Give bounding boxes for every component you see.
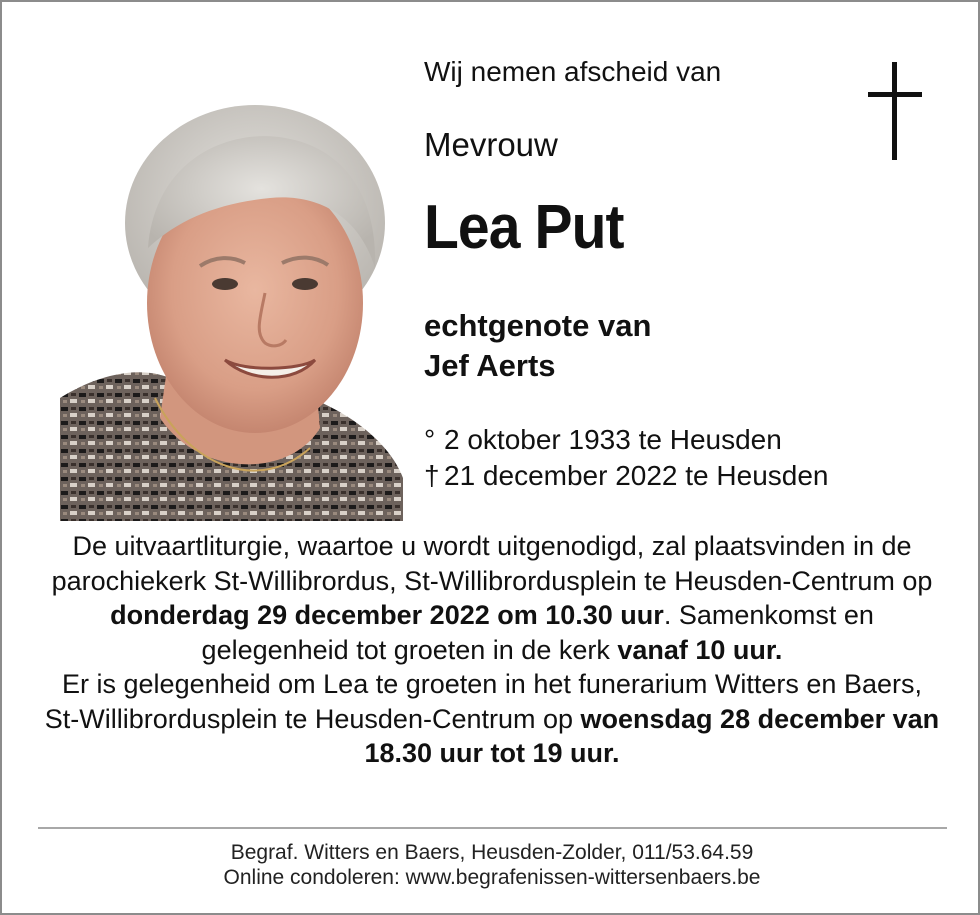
ceremony-p1-c: . Samenkomst en gelegenheid tot groeten in de kerk [201,600,874,665]
spouse-label: echtgenote van [424,308,652,343]
portrait-photo [60,98,403,521]
ceremony-text [42,529,942,771]
gathering-time: vanaf 10 uur. [617,634,783,665]
birth-date: 2 oktober 1933 te Heusden [444,424,782,455]
latin-cross-icon [864,62,926,162]
ceremony-date: donderdag 29 december 2022 om 10.30 uur [110,600,664,630]
intro-text: Wij nemen afscheid van [424,56,722,87]
deceased-name: Lea Put [424,193,624,262]
ceremony-p2-a: Er is gelegenheid om Lea te groeten in het funerarium Witters en Baers, St-Willibrordusplein te Heusden-Centrum op [44,669,922,734]
birth-symbol: ° [424,424,436,455]
life-dates [424,422,829,494]
funeral-home-line: Begraf. Witters en Baers, Heusden-Zolder, 011/53.64.59 [230,841,754,864]
viewing-time: woensdag 28 december van 18.30 uur tot 19 uur. [364,703,940,768]
death-line [424,458,829,494]
birth-line [424,422,829,458]
death-date: 21 december 2022 te Heusden [444,460,829,491]
spouse-block [424,306,651,386]
death-symbol: † [424,460,440,491]
footer [42,840,942,890]
condolence-link[interactable]: Online condoleren: www.begrafenissen-wittersenbaers.be [223,866,761,889]
footer-divider [38,827,947,829]
honorific: Mevrouw [424,126,558,163]
ceremony-p1-a: De uitvaartliturgie, waartoe u wordt uitgenodigd, zal plaatsvinden in de parochiekerk St-Willibrordus, St-Willibrordusplein te Heusden-Centrum op [51,531,933,596]
spouse-name: Jef Aerts [424,348,556,383]
